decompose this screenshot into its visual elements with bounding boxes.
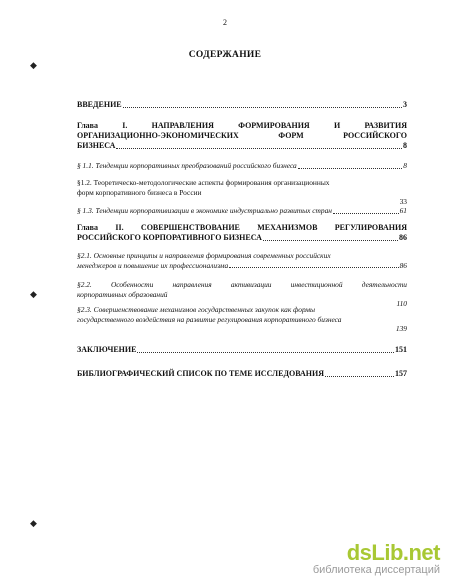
dot-leader <box>116 148 402 149</box>
toc-entry-bibliography[interactable] <box>77 369 407 379</box>
entry-line: §2.3. Совершенствование механизмов государственных закупок как формы <box>77 305 316 314</box>
entry-line: БИЗНЕСА <box>77 141 116 150</box>
toc-entry-chapter-1[interactable] <box>77 121 407 151</box>
watermark-subtitle: библиотека диссертаций <box>312 564 440 576</box>
dot-leader <box>123 107 402 108</box>
toc-entry-section-2-1[interactable] <box>77 251 407 270</box>
toc-entry-section-1-1[interactable] <box>77 161 407 171</box>
entry-page: 86 <box>399 233 407 242</box>
entry-page: 151 <box>395 345 407 354</box>
dot-leader <box>333 213 399 214</box>
watermark <box>313 540 440 576</box>
dot-leader <box>137 352 394 353</box>
dot-leader <box>229 267 398 268</box>
toc-entry-section-1-3[interactable] <box>77 206 407 216</box>
entry-page: 61 <box>399 206 407 215</box>
entry-label: ВВЕДЕНИЕ <box>77 100 122 109</box>
page-number: 2 <box>223 18 227 27</box>
margin-mark-bottom: ◆ <box>30 518 37 528</box>
entry-label: БИБЛИОГРАФИЧЕСКИЙ СПИСОК ПО ТЕМЕ ИССЛЕДОВАНИЯ <box>77 369 325 378</box>
entry-line: ОРГАНИЗАЦИОННО-ЭКОНОМИЧЕСКИХ ФОРМ РОССИЙСКОГО <box>77 131 407 140</box>
toc-entry-section-2-3[interactable] <box>77 305 407 334</box>
entry-line: форм корпоративного бизнеса в России <box>77 187 202 197</box>
dot-leader <box>298 168 403 169</box>
entry-line: §2.1. Основные принципы и направления формирования современных российских <box>77 251 331 260</box>
entry-page: 8 <box>403 141 407 150</box>
entry-page: 157 <box>395 369 407 378</box>
entry-line: корпоративных образований <box>77 289 168 299</box>
dot-leader <box>263 240 398 241</box>
toc-title: СОДЕРЖАНИЕ <box>188 50 262 60</box>
toc-entry-conclusion[interactable] <box>77 345 407 355</box>
entry-label: § 1.3. Тенденции корпоративизации в экономике индустриально развитых стран <box>77 206 332 215</box>
margin-mark-top: ◆ <box>30 60 37 70</box>
entry-label: ЗАКЛЮЧЕНИЕ <box>77 345 137 354</box>
entry-line: Глава I. НАПРАВЛЕНИЯ ФОРМИРОВАНИЯ И РАЗВИТИЯ <box>77 121 407 130</box>
entry-line: государственного воздействия на развитие регулирования корпоративного бизнеса <box>77 314 342 324</box>
entry-label: § 1.1. Тенденции корпоративных преобразований российского бизнеса <box>77 161 297 170</box>
toc-entry-intro[interactable] <box>77 100 407 110</box>
entry-line: §2.2. Особенности направления активизации инвестиционной деятельности <box>77 280 407 289</box>
toc-entry-section-1-2[interactable] <box>77 178 407 207</box>
entry-line: менеджеров и повышение их профессионализма <box>77 260 229 270</box>
entry-page: 86 <box>399 260 407 270</box>
entry-page: 3 <box>403 100 407 109</box>
toc-entry-chapter-2[interactable] <box>77 223 407 243</box>
entry-page: 8 <box>403 161 407 170</box>
watermark-logo: dsLib.net <box>346 540 440 565</box>
entry-line: РОССИЙСКОГО КОРПОРАТИВНОГО БИЗНЕСА <box>77 233 262 242</box>
entry-page: 110 <box>396 299 407 309</box>
dot-leader <box>325 376 394 377</box>
entry-page: 139 <box>395 324 407 334</box>
entry-page: 33 <box>399 197 407 207</box>
entry-line: Глава II. СОВЕРШЕНСТВОВАНИЕ МЕХАНИЗМОВ РЕГУЛИРОВАНИЯ <box>77 223 407 232</box>
margin-mark-middle: ◆ <box>30 289 37 299</box>
entry-line: §1.2. Теоретическо-методологические аспекты формирования организационных <box>77 178 330 187</box>
